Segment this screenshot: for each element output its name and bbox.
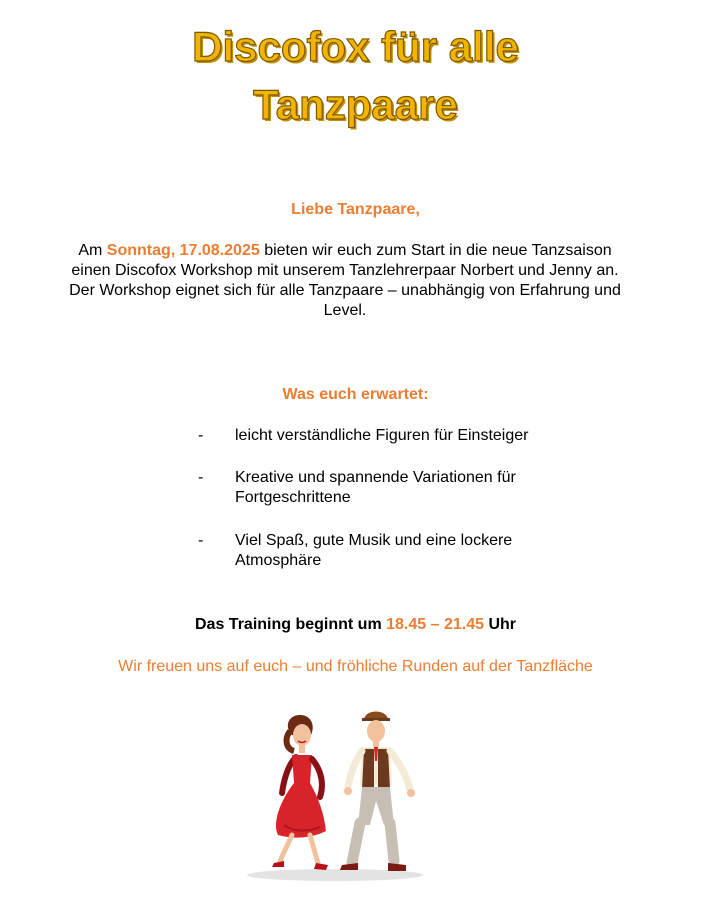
event-date: Sonntag, 17.08.2025 xyxy=(106,242,260,259)
training-time xyxy=(0,615,711,635)
bullet-dash: - xyxy=(198,427,204,444)
closing-line: Wir freuen uns auf euch – und fröhliche Runden auf der Tanzfläche xyxy=(118,658,593,675)
bullet-dash: - xyxy=(198,532,204,549)
title-line-2: Tanzpaare xyxy=(253,81,458,128)
intro-text-part2: bieten wir euch zum Start in die neue Tanzsaison xyxy=(259,242,612,259)
intro-line-1 xyxy=(60,241,630,261)
expect-heading: Was euch erwartet: xyxy=(282,386,429,403)
list-item-text: Viel Spaß, gute Musik und eine lockere Atmosphäre xyxy=(235,532,513,569)
intro-line-2: einen Discofox Workshop mit unserem Tanzlehrerpaar Norbert und Jenny an. xyxy=(71,262,619,279)
training-prefix: Das Training beginnt um xyxy=(195,616,387,633)
dancing-couple-illustration xyxy=(240,705,440,890)
intro-text-part1: Am xyxy=(78,242,107,259)
training-hours: 18.45 – 21.45 xyxy=(386,616,484,633)
title-line-1: Discofox für alle xyxy=(192,23,519,70)
list-item-text: Kreative und spannende Variationen für Fortgeschrittene xyxy=(235,469,516,506)
intro-paragraph xyxy=(60,241,630,321)
greeting: Liebe Tanzpaare, xyxy=(291,201,420,218)
bullet-dash: - xyxy=(198,469,204,486)
intro-line-3: Der Workshop eignet sich für alle Tanzpaare – unabhängig von Erfahrung und Level. xyxy=(69,282,621,319)
training-suffix: Uhr xyxy=(484,616,516,633)
list-item-text: leicht verständliche Figuren für Einsteiger xyxy=(235,427,529,444)
